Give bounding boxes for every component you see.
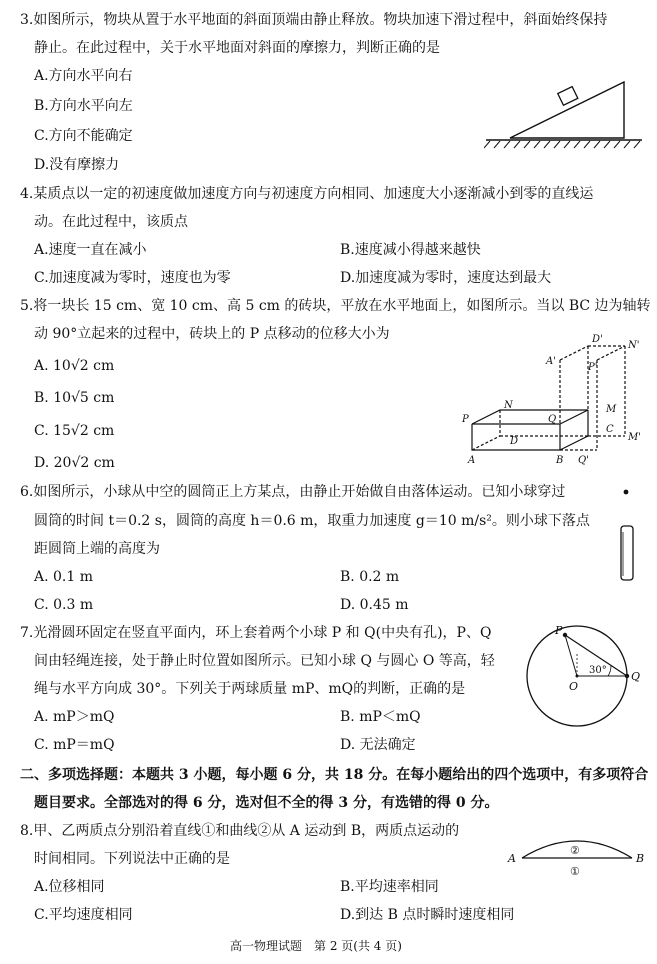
q5-option-b: B. 10√5 cm (34, 390, 115, 406)
q7-stem-line3: 绳与水平方向成 30°。下列关于两球质量 mP、mQ的判断，正确的是 (34, 681, 466, 697)
q6-stem-line1: 6.如图所示，小球从中空的圆筒正上方某点，由静止开始做自由落体运动。已知小球穿过 (20, 484, 566, 500)
label-n-prime: N' (628, 340, 640, 351)
q8-option-c: C.平均速度相同 (34, 907, 133, 923)
label-c: C (606, 424, 614, 435)
q4-stem-line2: 动。在此过程中，该质点 (34, 214, 188, 230)
q3-option-b: B.方向水平向左 (34, 98, 133, 114)
q5-option-d: D. 20√2 cm (34, 455, 115, 471)
q6-option-b: B. 0.2 m (340, 569, 400, 585)
label-d: D (510, 436, 519, 447)
section2-heading-line2: 题目要求。全部选对的得 6 分，选对但不全的得 3 分，有选错的得 0 分。 (34, 795, 499, 811)
q6-option-a: A. 0.1 m (34, 569, 94, 585)
q6-stem-line3: 距圆筒上端的高度为 (34, 541, 160, 557)
label-o: O (569, 680, 579, 693)
q4-option-a: A.速度一直在减小 (34, 242, 147, 258)
q6-option-c: C. 0.3 m (34, 597, 94, 613)
q3-stem-line2: 静止。在此过程中，关于水平地面对斜面的摩擦力，判断正确的是 (34, 40, 440, 56)
q5-stem-line2: 动 90°立起来的过程中，砖块上的 P 点移动的位移大小为 (34, 326, 390, 342)
q7-option-b: B. mP＜mQ (340, 709, 421, 725)
label-a-prime: A' (546, 356, 556, 367)
label-p-prime: P' (588, 362, 598, 373)
q6-stem-line2: 圆筒的时间 t＝0.2 s，圆筒的高度 h＝0.6 m，取重力加速度 g＝10 m/s²。则小球下落点 (34, 513, 590, 529)
q3-option-d: D.没有摩擦力 (34, 157, 120, 173)
label-q: Q (631, 670, 641, 683)
q5-option-a: A. 10√2 cm (34, 358, 115, 374)
q6-option-d: D. 0.45 m (340, 597, 409, 613)
label-d-prime: D' (592, 334, 603, 345)
label-p: P (555, 624, 563, 637)
q8-option-d: D.到达 B 点时瞬时速度相同 (340, 907, 515, 923)
label-q: Q (548, 414, 557, 425)
q8-option-b: B.平均速率相同 (340, 879, 439, 895)
q7-stem-line1: 7.光滑圆环固定在竖直平面内，环上套着两个小球 P 和 Q(中央有孔)，P、Q (20, 625, 492, 641)
label-p: P (462, 414, 469, 425)
label-n: N (504, 400, 513, 411)
q5-option-c: C. 15√2 cm (34, 423, 115, 439)
q3-option-a: A.方向水平向右 (34, 68, 133, 84)
q8-stem-line1: 8.甲、乙两质点分别沿着直线①和曲线②从 A 运动到 B，两质点运动的 (20, 823, 460, 839)
q7-stem-line2: 间由轻绳连接，处于静止时位置如图所示。已知小球 Q 与圆心 O 等高，轻 (34, 653, 495, 669)
q8-stem-line2: 时间相同。下列说法中正确的是 (34, 851, 230, 867)
q7-option-a: A. mP＞mQ (34, 709, 115, 725)
brick-figure (460, 332, 655, 468)
q4-option-c: C.加速度减为零时，速度也为零 (34, 270, 231, 286)
label-angle: 30° (589, 665, 607, 676)
q3-stem-line1: 3.如图所示，物块从置于水平地面的斜面顶端由静止释放。物块加速下滑过程中，斜面始终保持 (20, 12, 608, 28)
q3-option-c: C.方向不能确定 (34, 128, 133, 144)
q4-option-b: B.速度减小得越来越快 (340, 242, 481, 258)
label-b: B (556, 455, 564, 466)
q4-option-d: D.加速度减为零时，速度达到最大 (340, 270, 552, 286)
section2-heading-line1: 二、多项选择题：本题共 3 小题，每小题 6 分，共 18 分。在每小题给出的四个选项中，有多项符合 (20, 767, 649, 783)
page-footer: 高一物理试题 第 2 页(共 4 页) (230, 939, 402, 953)
label-line-1: ① (570, 865, 580, 878)
label-curve-2: ② (570, 844, 580, 857)
label-q-prime: Q' (578, 455, 589, 466)
q7-option-d: D. 无法确定 (340, 737, 416, 753)
incline-figure (484, 70, 644, 154)
label-a: A (468, 455, 476, 466)
label-m: M (606, 404, 617, 415)
label-m-prime: M' (628, 432, 641, 443)
ball-tube-figure (612, 484, 642, 584)
ring-figure (505, 622, 645, 740)
path-figure (502, 828, 652, 884)
q8-option-a: A.位移相同 (34, 879, 105, 895)
q7-option-c: C. mP＝mQ (34, 737, 115, 753)
label-b: B (636, 852, 645, 865)
q4-stem-line1: 4.某质点以一定的初速度做加速度方向与初速度方向相同、加速度大小逐渐减小到零的直线运 (20, 186, 594, 202)
label-a: A (508, 852, 516, 865)
q5-stem-line1: 5.将一块长 15 cm、宽 10 cm、高 5 cm 的砖块，平放在水平地面上，如图所示。当以 BC 边为轴转 (20, 298, 651, 314)
ball-icon (624, 490, 629, 495)
